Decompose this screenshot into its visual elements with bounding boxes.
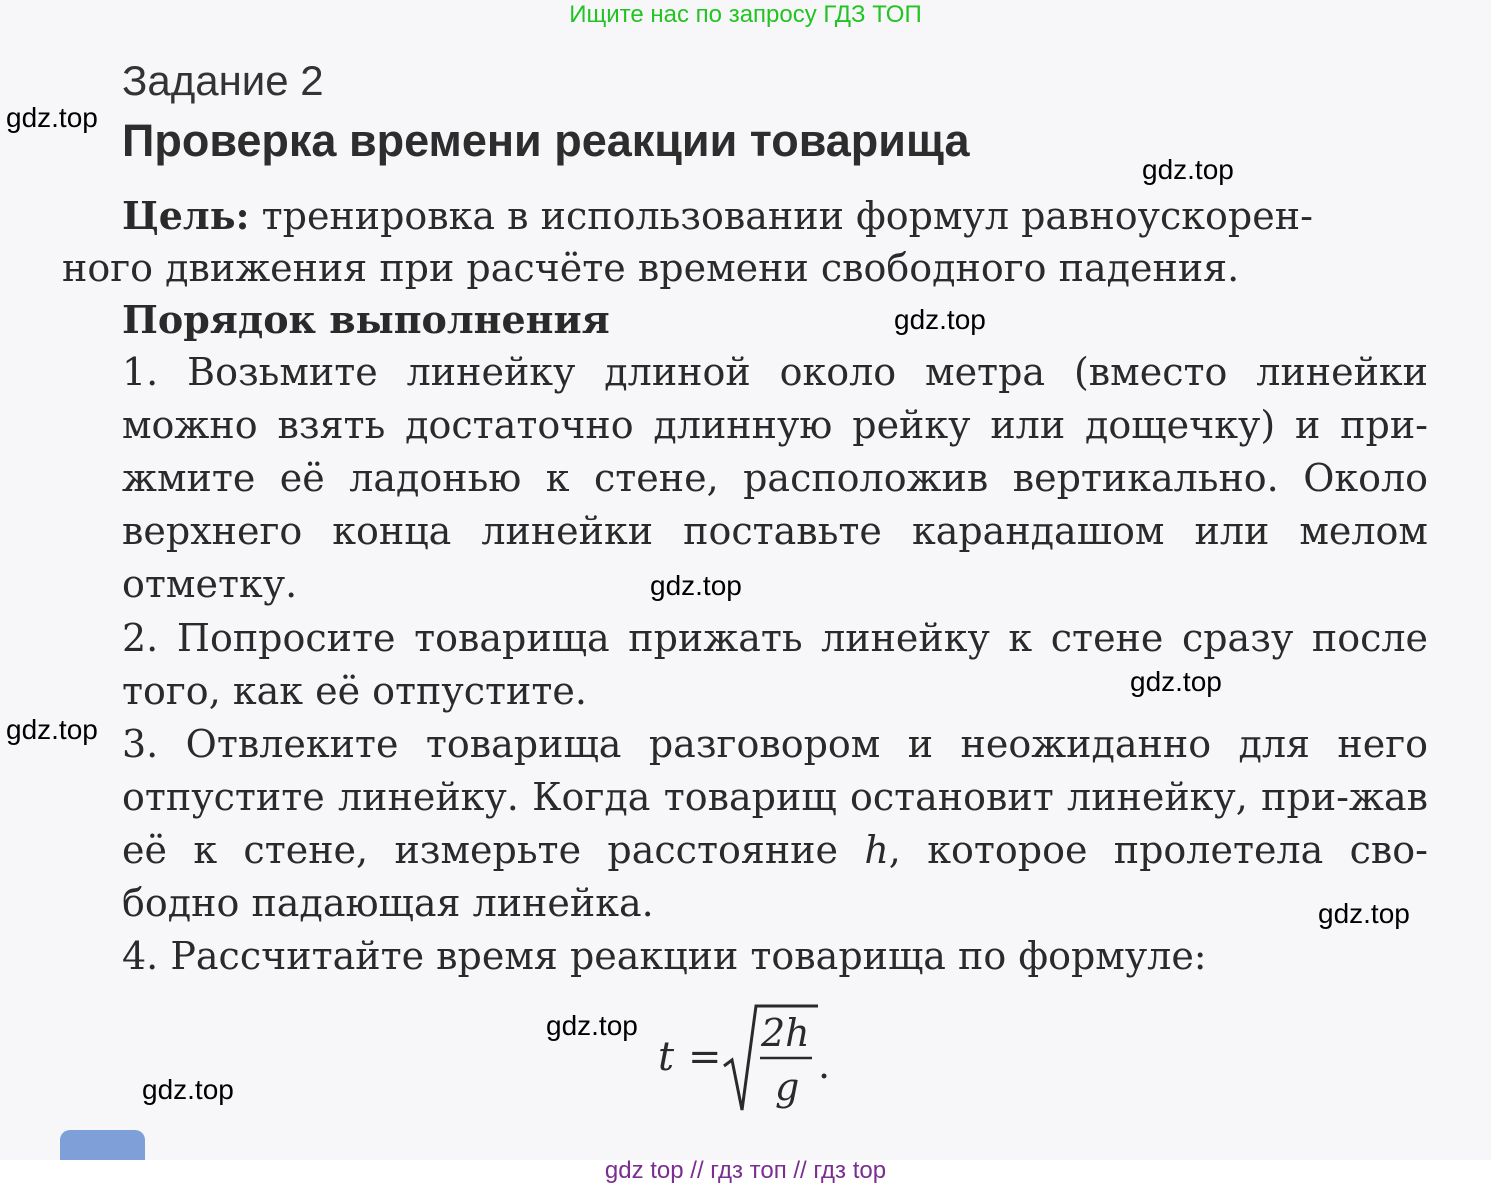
formula-lhs: t [658,1034,675,1080]
goal-text-line2: ного движения при расчёте времени свободного падения. [62,246,1240,290]
watermark: gdz.top [142,1074,234,1105]
watermark: gdz.top [6,714,98,745]
step-2 [62,612,1428,718]
formula-period: . [818,1043,831,1087]
watermark: gdz.top [650,570,742,601]
reaction-time-formula [658,998,838,1118]
step-3-text-after: , которое пролетела сво-бодно падающая линейка. [122,828,1428,925]
formula-equals: = [688,1034,722,1080]
step-1-text: 1. Возьмите линейку длиной около метра (вместо линейки можно взять достаточно длинную рейку или дощечку) и при-жмите её ладонью к стене, расположив вертикально. Около верхнего конца линейки поставьте карандашом или мелом отметку. [122,350,1428,606]
step-4-text: 4. Рассчитайте время реакции товарища по формуле: [122,934,1207,978]
task-number: Задание 2 [122,57,324,104]
formula-numerator: 2h [761,1011,810,1055]
watermark: gdz.top [1130,666,1222,697]
formula-denominator: g [775,1065,800,1109]
step-2-text: 2. Попросите товарища прижать линейку к стене сразу после того, как её отпустите. [122,616,1428,713]
step-3-text-before: 3. Отвлеките товарища разговором и неожиданно для него отпустите линейку. Когда товарищ остановит линейку, при-жав её к стене, измерьте расстояние [122,722,1428,872]
watermark: gdz.top [546,1010,638,1041]
goal-label: Цель: [122,193,250,238]
step-1 [62,346,1428,611]
variable-h: h [864,828,889,872]
top-banner: Ищите нас по запросу ГДЗ ТОП [569,1,922,28]
footer-links: gdz top // гдз топ // гдз top [604,1157,887,1184]
procedure-heading: Порядок выполнения [122,297,610,342]
goal-paragraph [62,190,1432,294]
watermark: gdz.top [6,102,98,133]
task-title: Проверка времени реакции товарища [122,115,970,166]
watermark: gdz.top [894,304,986,335]
step-3 [62,718,1428,930]
watermark: gdz.top [1142,154,1234,185]
goal-text-line1: тренировка в использовании формул равноускорен- [249,194,1313,238]
step-4 [62,930,1428,983]
watermark: gdz.top [1318,898,1410,929]
